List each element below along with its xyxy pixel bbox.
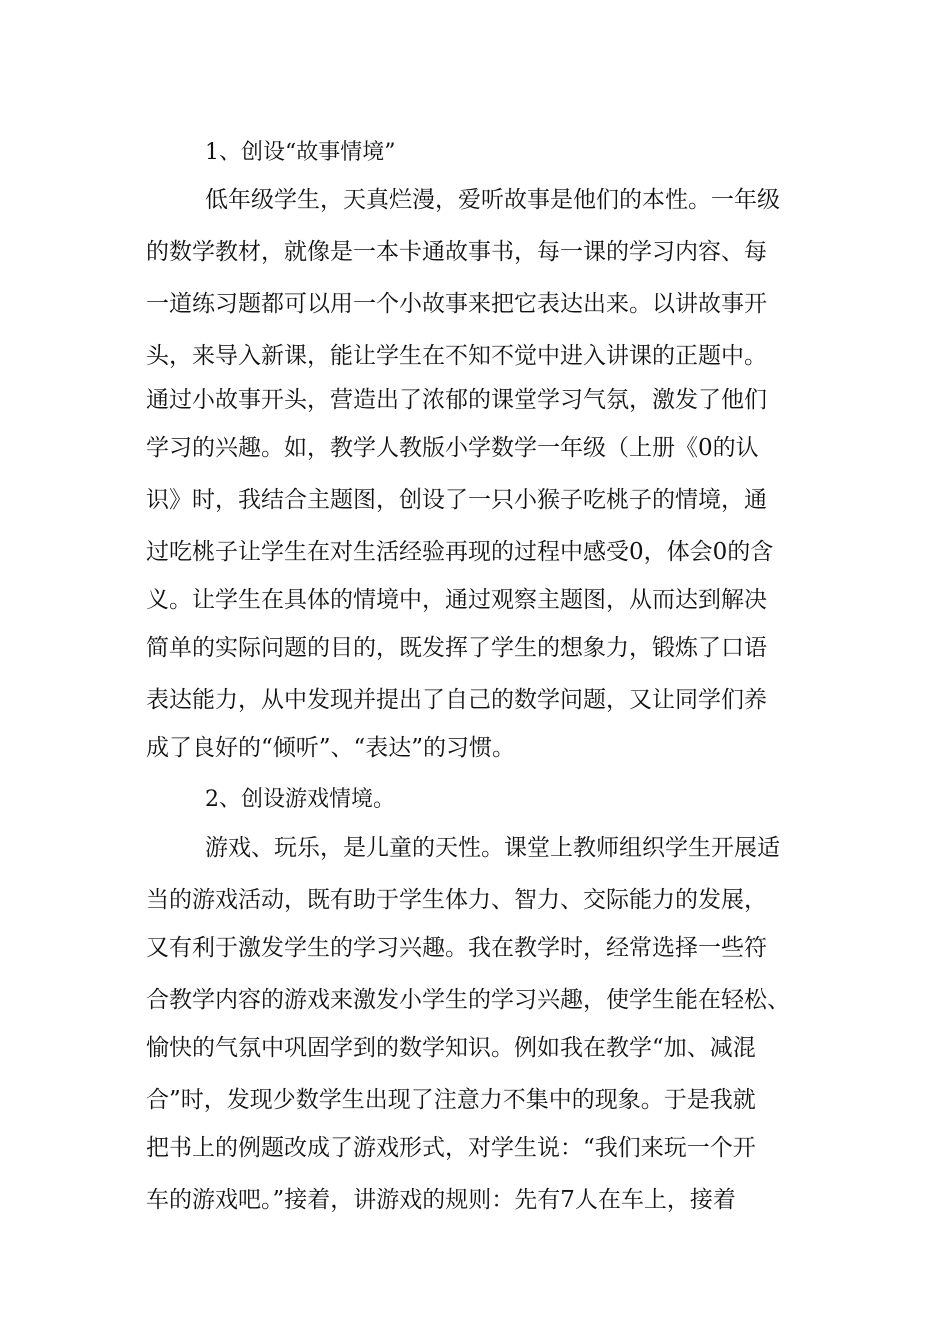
paragraph-line: 头，来导入新课，能让学生在不知不觉中进入讲课的正题中。 <box>146 343 767 369</box>
paragraph-line: 义。让学生在具体的情境中，通过观察主题图，从而达到解决 <box>146 587 767 613</box>
paragraph-line: 车的游戏吧。”接着，讲游戏的规则：先有7人在车上，接着 <box>146 1187 736 1213</box>
paragraph-line: 愉快的气氛中巩固学到的数学知识。例如我在教学“加、减混 <box>146 1035 756 1061</box>
paragraph-line: 低年级学生，天真烂漫，爱听故事是他们的本性。一年级 <box>205 187 780 213</box>
paragraph-line: 成了良好的“倾听”、“表达”的习惯。 <box>146 735 516 761</box>
paragraph-line: 的数学教材，就像是一本卡通故事书，每一课的学习内容、每 <box>146 239 767 265</box>
section-heading-2: 2、创设游戏情境。 <box>205 787 395 812</box>
paragraph-line: 合教学内容的游戏来激发小学生的学习兴趣，使学生能在轻松、 <box>146 987 790 1013</box>
paragraph-line: 表达能力，从中发现并提出了自己的数学问题，又让同学们养 <box>146 687 767 713</box>
paragraph-line: 当的游戏活动，既有助于学生体力、智力、交际能力的发展， <box>146 887 767 913</box>
paragraph-line: 一道练习题都可以用一个小故事来把它表达出来。以讲故事开 <box>146 291 767 317</box>
paragraph-line: 通过小故事开头，营造出了浓郁的课堂学习气氛，激发了他们 <box>146 387 767 413</box>
paragraph-line: 把书上的例题改成了游戏形式，对学生说：“我们来玩一个开 <box>146 1135 756 1161</box>
paragraph-line: 简单的实际问题的目的，既发挥了学生的想象力，锻炼了口语 <box>146 635 767 661</box>
paragraph-line: 学习的兴趣。如，教学人教版小学数学一年级（上册《0的认 <box>146 435 759 461</box>
paragraph-line: 过吃桃子让学生在对生活经验再现的过程中感受0，体会0的含 <box>146 539 774 565</box>
section-heading-1: 1、创设“故事情境” <box>205 140 396 165</box>
paragraph-line: 识》时，我结合主题图，创设了一只小猴子吃桃子的情境，通 <box>146 487 767 513</box>
paragraph-line: 合”时，发现少数学生出现了注意力不集中的现象。于是我就 <box>146 1087 756 1113</box>
paragraph-line: 又有利于激发学生的学习兴趣。我在教学时，经常选择一些符 <box>146 935 767 961</box>
paragraph-line: 游戏、玩乐，是儿童的天性。课堂上教师组织学生开展适 <box>205 835 780 861</box>
